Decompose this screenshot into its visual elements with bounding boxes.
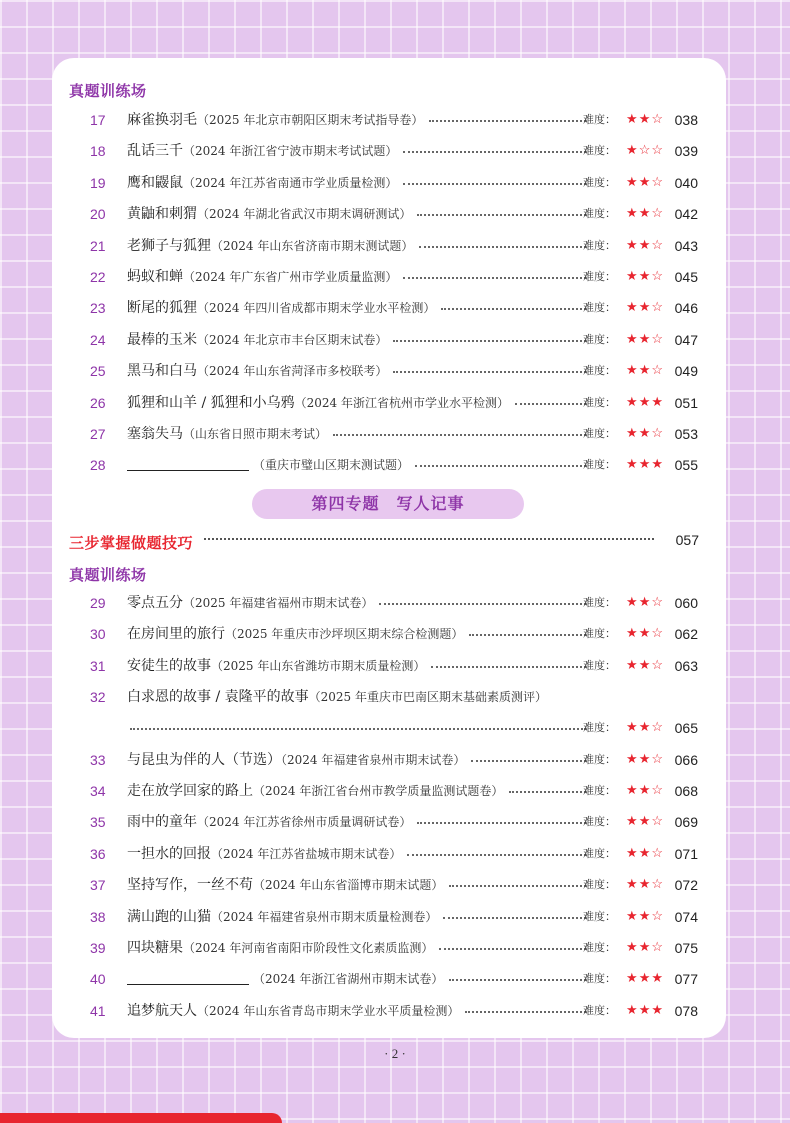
star-filled-icon: ★: [626, 457, 639, 473]
entry-source: （2024 年山东省济南市期末测试题）: [211, 238, 414, 253]
toc-entry-continuation[interactable]: [52, 716, 726, 740]
entry-number: 33: [90, 751, 106, 768]
star-empty-icon: ☆: [651, 845, 664, 861]
star-filled-icon: ★: [626, 300, 639, 316]
entry-title: 黑马和白马: [127, 363, 197, 380]
star-filled-icon: ★: [651, 457, 664, 473]
tips-label: 三步掌握做题技巧: [69, 534, 194, 552]
star-filled-icon: ★: [651, 971, 664, 987]
dot-leader: [439, 948, 586, 950]
entry-page: 038: [674, 112, 698, 128]
star-filled-icon: ★: [638, 300, 652, 316]
entry-page: 060: [674, 595, 698, 611]
difficulty-label: 难度：: [583, 972, 616, 986]
star-filled-icon: ★: [626, 363, 639, 379]
entry-source: （2024 年山东省菏泽市多校联考）: [197, 364, 388, 379]
star-filled-icon: ★: [626, 1002, 639, 1018]
entry-number: 35: [90, 814, 106, 831]
entry-source: （2024 年福建省泉州市期末试卷）: [281, 752, 466, 767]
toc-entry[interactable]: [52, 296, 726, 320]
entry-source: （2025 年北京市朝阳区期末考试指导卷）: [197, 113, 424, 127]
star-filled-icon: ★: [626, 814, 639, 830]
entry-source: （2025 年福建省福州市期末试卷）: [183, 596, 374, 610]
star-filled-icon: ★: [638, 783, 652, 798]
difficulty-stars: [626, 810, 664, 834]
difficulty-label: 难度：: [583, 721, 616, 735]
entry-page: 045: [674, 269, 698, 285]
toc-entry[interactable]: [52, 999, 726, 1023]
difficulty-label: 难度：: [583, 270, 616, 283]
star-filled-icon: ★: [626, 143, 639, 159]
star-filled-icon: ★: [638, 174, 652, 190]
star-filled-icon: ★: [638, 112, 652, 127]
difficulty-stars: [626, 139, 664, 163]
difficulty-stars: [626, 453, 664, 477]
tips-row[interactable]: [69, 532, 699, 552]
entry-number: 27: [90, 426, 106, 442]
star-filled-icon: ★: [651, 1002, 664, 1018]
difficulty-label: 难度：: [583, 238, 616, 252]
dot-leader: [471, 760, 586, 762]
entry-page: 051: [674, 394, 698, 411]
dot-leader: [403, 277, 586, 279]
entry-number: 34: [90, 783, 106, 799]
topic-banner: 第四专题 写人记事: [252, 489, 524, 519]
entry-source: （2024 年江苏省南通市学业质量检测）: [183, 175, 398, 190]
toc-entry[interactable]: [52, 810, 726, 834]
star-empty-icon: ☆: [651, 626, 664, 642]
entry-number: 24: [90, 331, 106, 348]
star-filled-icon: ★: [638, 657, 652, 673]
star-filled-icon: ★: [626, 751, 639, 767]
star-empty-icon: ☆: [651, 237, 664, 253]
dot-leader: [443, 917, 586, 919]
star-filled-icon: ★: [638, 426, 652, 441]
star-empty-icon: ☆: [651, 908, 664, 924]
toc-entry[interactable]: [52, 328, 726, 352]
entry-page: 063: [674, 657, 698, 674]
difficulty-stars: [626, 108, 664, 132]
star-filled-icon: ★: [626, 971, 639, 987]
toc-entry[interactable]: [52, 108, 726, 132]
difficulty-label: 难度：: [583, 784, 616, 797]
entry-title: 老狮子与狐狸: [127, 237, 211, 254]
toc-entry[interactable]: [52, 842, 726, 866]
difficulty-stars: [626, 842, 664, 866]
toc-entry[interactable]: [52, 779, 726, 803]
toc-entry[interactable]: [52, 202, 726, 226]
star-filled-icon: ★: [638, 237, 652, 253]
difficulty-label: 难度：: [583, 815, 616, 829]
entry-page: 042: [674, 206, 698, 223]
entry-page: 072: [674, 877, 698, 894]
toc-entry[interactable]: [52, 873, 726, 897]
star-filled-icon: ★: [638, 908, 652, 924]
entry-page: 055: [674, 457, 698, 474]
difficulty-label: 难度：: [583, 427, 616, 440]
star-filled-icon: ★: [626, 940, 639, 955]
entry-title: 白求恩的故事 / 袁隆平的故事: [127, 689, 309, 706]
section-title-training-2: 真题训练场: [69, 566, 147, 584]
star-filled-icon: ★: [626, 626, 639, 642]
difficulty-label: 难度：: [583, 941, 616, 954]
difficulty-stars: [626, 591, 664, 615]
difficulty-stars: [626, 171, 664, 195]
star-filled-icon: ★: [626, 237, 639, 253]
entry-page: 043: [674, 237, 698, 254]
difficulty-label: 难度：: [583, 332, 616, 346]
toc-entry[interactable]: [52, 359, 726, 383]
difficulty-stars: [626, 873, 664, 897]
entry-title: 黄鼬和刺猬: [127, 206, 197, 223]
difficulty-label: 难度：: [583, 658, 616, 672]
star-filled-icon: ★: [638, 206, 652, 222]
difficulty-label: 难度：: [583, 144, 616, 158]
entry-content: [127, 685, 586, 709]
entry-page: 047: [674, 331, 698, 348]
entry-page: 049: [674, 363, 698, 380]
entry-number: 29: [90, 595, 106, 611]
dot-leader: [393, 340, 586, 342]
dot-leader: [415, 465, 586, 467]
entry-number: 40: [90, 971, 106, 988]
entry-title: 塞翁失马: [127, 426, 183, 442]
star-filled-icon: ★: [626, 206, 639, 222]
toc-entry[interactable]: [52, 591, 726, 615]
entry-number: 38: [90, 908, 106, 925]
star-filled-icon: ★: [626, 720, 639, 736]
star-empty-icon: ☆: [651, 426, 664, 441]
star-filled-icon: ★: [638, 626, 652, 642]
difficulty-stars: [626, 967, 664, 991]
star-filled-icon: ★: [626, 845, 639, 861]
dot-leader: [407, 854, 586, 856]
dot-leader: [465, 1011, 586, 1013]
toc-entry[interactable]: [52, 171, 726, 195]
entry-number: 41: [90, 1002, 106, 1019]
difficulty-stars: [626, 391, 664, 415]
star-filled-icon: ★: [638, 845, 652, 861]
dot-leader: [449, 979, 586, 981]
entry-page: 068: [674, 783, 698, 799]
dot-leader: [204, 538, 654, 540]
toc-entry[interactable]: [52, 654, 726, 678]
entry-title: 安徒生的故事: [127, 657, 211, 674]
entry-source: （2024 年湖北省武汉市期末调研测试）: [197, 207, 412, 222]
star-filled-icon: ★: [638, 720, 652, 736]
star-empty-icon: ☆: [651, 206, 664, 222]
difficulty-label: 难度：: [583, 878, 616, 892]
star-filled-icon: ★: [651, 394, 664, 410]
entry-source: （2024 年山东省淄博市期末试题）: [253, 878, 444, 893]
difficulty-label: 难度：: [583, 909, 616, 923]
fill-in-blank[interactable]: [127, 456, 249, 471]
entry-source: （2024 年江苏省徐州市质量调研试卷）: [197, 815, 412, 830]
entry-page: 078: [674, 1002, 698, 1019]
difficulty-label: 难度：: [583, 752, 616, 766]
entry-number: 30: [90, 626, 106, 643]
dot-leader: [393, 371, 586, 373]
difficulty-label: 难度：: [583, 458, 616, 472]
entry-title: 在房间里的旅行: [127, 626, 225, 643]
entry-number: 37: [90, 877, 106, 894]
dot-leader: [441, 308, 586, 310]
toc-card: [52, 58, 726, 1038]
entry-source: （2024 年浙江省杭州市学业水平检测）: [294, 395, 509, 410]
difficulty-stars: [626, 716, 664, 740]
star-empty-icon: ☆: [651, 331, 664, 347]
toc-entry[interactable]: [52, 967, 726, 991]
star-empty-icon: ☆: [651, 720, 664, 736]
entry-page: 066: [674, 751, 698, 768]
entry-page: 039: [674, 143, 698, 160]
difficulty-stars: [626, 748, 664, 772]
difficulty-label: 难度：: [583, 207, 616, 221]
dot-leader: [403, 151, 586, 153]
star-filled-icon: ★: [638, 877, 652, 893]
star-filled-icon: ★: [638, 394, 652, 410]
entry-title: 追梦航天人: [127, 1002, 197, 1019]
star-empty-icon: ☆: [651, 814, 664, 830]
entry-source: （2024 年山东省青岛市期末学业水平质量检测）: [197, 1003, 460, 1018]
dot-leader: [515, 403, 586, 405]
entry-number: 39: [90, 940, 106, 956]
star-filled-icon: ★: [638, 751, 652, 767]
star-filled-icon: ★: [626, 877, 639, 893]
entry-title: 满山跑的山猫: [127, 908, 211, 925]
entry-title: 蚂蚁和蝉: [127, 269, 183, 285]
difficulty-stars: [626, 622, 664, 646]
star-empty-icon: ☆: [651, 143, 664, 159]
star-filled-icon: ★: [626, 783, 639, 798]
difficulty-stars: [626, 905, 664, 929]
entry-title: 最棒的玉米: [127, 331, 197, 348]
toc-entry[interactable]: [52, 748, 726, 772]
star-filled-icon: ★: [638, 814, 652, 830]
entry-page: 074: [674, 908, 698, 925]
entry-number: 23: [90, 300, 106, 317]
entry-number: 17: [90, 112, 106, 128]
star-filled-icon: ★: [626, 112, 639, 127]
entry-source: （2024 年广东省广州市学业质量监测）: [183, 270, 398, 284]
star-filled-icon: ★: [626, 394, 639, 410]
entry-page: 071: [674, 845, 698, 862]
entry-title: 与昆虫为伴的人（节选）: [127, 751, 281, 768]
entry-number: 25: [90, 363, 106, 380]
difficulty-stars: [626, 936, 664, 960]
star-filled-icon: ★: [626, 908, 639, 924]
entry-source: （2024 年江苏省盐城市期末试卷）: [211, 846, 402, 861]
tips-page: 057: [675, 532, 699, 548]
difficulty-label: 难度：: [583, 596, 616, 609]
star-empty-icon: ☆: [651, 269, 664, 284]
star-filled-icon: ★: [638, 457, 652, 473]
difficulty-stars: [626, 654, 664, 678]
dot-leader: [417, 214, 586, 216]
toc-entry[interactable]: [52, 453, 726, 477]
entry-source: （2024 年福建省泉州市期末质量检测卷）: [211, 909, 438, 924]
difficulty-stars: [626, 999, 664, 1023]
entry-source: （重庆市璧山区期末测试题）: [253, 458, 410, 473]
toc-entry[interactable]: [52, 685, 726, 709]
entry-number: 28: [90, 457, 106, 474]
star-filled-icon: ★: [638, 940, 652, 955]
fill-in-blank[interactable]: [127, 970, 249, 985]
entry-page: 062: [674, 626, 698, 643]
difficulty-stars: [626, 779, 664, 803]
difficulty-stars: [626, 328, 664, 352]
difficulty-stars: [626, 202, 664, 226]
star-empty-icon: ☆: [651, 174, 664, 190]
section-title-training-1: 真题训练场: [69, 82, 147, 100]
star-empty-icon: ☆: [651, 940, 664, 955]
difficulty-label: 难度：: [583, 846, 616, 860]
star-empty-icon: ☆: [651, 877, 664, 893]
difficulty-stars: [626, 265, 664, 289]
star-empty-icon: ☆: [651, 300, 664, 316]
toc-entry[interactable]: [52, 622, 726, 646]
entry-source: （2025 年山东省潍坊市期末质量检测）: [211, 658, 426, 673]
toc-entry[interactable]: [52, 905, 726, 929]
dot-leader: [429, 120, 586, 122]
entry-source: （2025 年重庆市沙坪坝区期末综合检测题）: [225, 627, 464, 642]
dot-leader: [379, 603, 586, 605]
dot-leader: [449, 885, 586, 887]
entry-number: 31: [90, 657, 106, 674]
star-empty-icon: ☆: [651, 783, 664, 798]
difficulty-stars: [626, 422, 664, 446]
entry-title: 一担水的回报: [127, 845, 211, 862]
entry-source: （2024 年河南省南阳市阶段性文化素质监测）: [183, 941, 434, 955]
entry-title: 四块糖果: [127, 940, 183, 956]
star-filled-icon: ★: [626, 426, 639, 441]
entry-page: 065: [674, 720, 698, 737]
entry-title: 麻雀换羽毛: [127, 112, 197, 128]
difficulty-stars: [626, 296, 664, 320]
entry-title: 鹰和鼹鼠: [127, 174, 183, 191]
entry-page: 040: [674, 174, 698, 191]
difficulty-label: 难度：: [583, 1003, 616, 1017]
dot-leader: [509, 791, 586, 793]
dot-leader: [333, 434, 586, 436]
difficulty-stars: [626, 359, 664, 383]
star-empty-icon: ☆: [651, 657, 664, 673]
star-empty-icon: ☆: [651, 112, 664, 127]
toc-entry[interactable]: [52, 139, 726, 163]
entry-source: （2025 年重庆市巴南区期末基础素质测评）: [308, 690, 547, 705]
entry-page: 077: [674, 971, 698, 988]
star-filled-icon: ★: [638, 269, 652, 284]
entry-number: 20: [90, 206, 106, 223]
star-filled-icon: ★: [638, 595, 652, 610]
entry-source: （2024 年北京市丰台区期末试卷）: [197, 332, 388, 347]
footer-red-bar: [0, 1113, 282, 1123]
entry-page: 069: [674, 814, 698, 831]
difficulty-label: 难度：: [583, 364, 616, 378]
difficulty-label: 难度：: [583, 113, 616, 126]
entry-title: 断尾的狐狸: [127, 300, 197, 317]
page-number: · 2 ·: [384, 1046, 406, 1061]
star-filled-icon: ★: [626, 174, 639, 190]
star-empty-icon: ☆: [638, 143, 652, 159]
difficulty-label: 难度：: [583, 175, 616, 189]
dot-leader: [469, 634, 586, 636]
difficulty-label: 难度：: [583, 301, 616, 315]
toc-entry[interactable]: [52, 936, 726, 960]
entry-source: （山东省日照市期末考试）: [183, 427, 328, 441]
toc-entry[interactable]: [52, 422, 726, 446]
dot-leader: [130, 728, 586, 730]
star-empty-icon: ☆: [651, 751, 664, 767]
entry-number: 32: [90, 689, 106, 706]
entry-source: （2024 年浙江省宁波市期末考试试题）: [183, 144, 398, 159]
star-filled-icon: ★: [626, 331, 639, 347]
entry-number: 21: [90, 237, 106, 254]
difficulty-label: 难度：: [583, 395, 616, 409]
entry-number: 26: [90, 394, 106, 411]
entry-title: 雨中的童年: [127, 814, 197, 831]
entry-title: 乱话三千: [127, 143, 183, 160]
star-filled-icon: ★: [638, 363, 652, 379]
dot-leader: [431, 666, 586, 668]
entry-source: （2024 年四川省成都市期末学业水平检测）: [197, 301, 436, 316]
star-filled-icon: ★: [638, 971, 652, 987]
entry-source: （2024 年浙江省台州市教学质量监测试题卷）: [253, 784, 504, 798]
entry-page: 053: [674, 426, 698, 442]
entry-title: 走在放学回家的路上: [127, 783, 253, 799]
star-filled-icon: ★: [638, 331, 652, 347]
dot-leader: [419, 246, 586, 248]
difficulty-stars: [626, 234, 664, 258]
entry-page: 075: [674, 940, 698, 956]
star-filled-icon: ★: [626, 657, 639, 673]
entry-number: 36: [90, 845, 106, 862]
entry-number: 18: [90, 143, 106, 160]
toc-entry[interactable]: [52, 265, 726, 289]
entry-title: 坚持写作，一丝不苟: [127, 877, 253, 894]
star-empty-icon: ☆: [651, 595, 664, 610]
star-filled-icon: ★: [626, 269, 639, 284]
toc-entry[interactable]: [52, 234, 726, 258]
star-empty-icon: ☆: [651, 363, 664, 379]
toc-entry[interactable]: [52, 391, 726, 415]
dot-leader: [417, 822, 586, 824]
star-filled-icon: ★: [626, 595, 639, 610]
entry-page: 046: [674, 300, 698, 317]
star-filled-icon: ★: [638, 1002, 652, 1018]
entry-title: 狐狸和山羊 / 狐狸和小乌鸦: [127, 394, 295, 411]
entry-number: 19: [90, 174, 106, 191]
entry-title: 零点五分: [127, 595, 183, 611]
entry-number: 22: [90, 269, 106, 285]
dot-leader: [403, 183, 586, 185]
difficulty-label: 难度：: [583, 627, 616, 641]
entry-source: （2024 年浙江省湖州市期末试卷）: [253, 972, 444, 987]
